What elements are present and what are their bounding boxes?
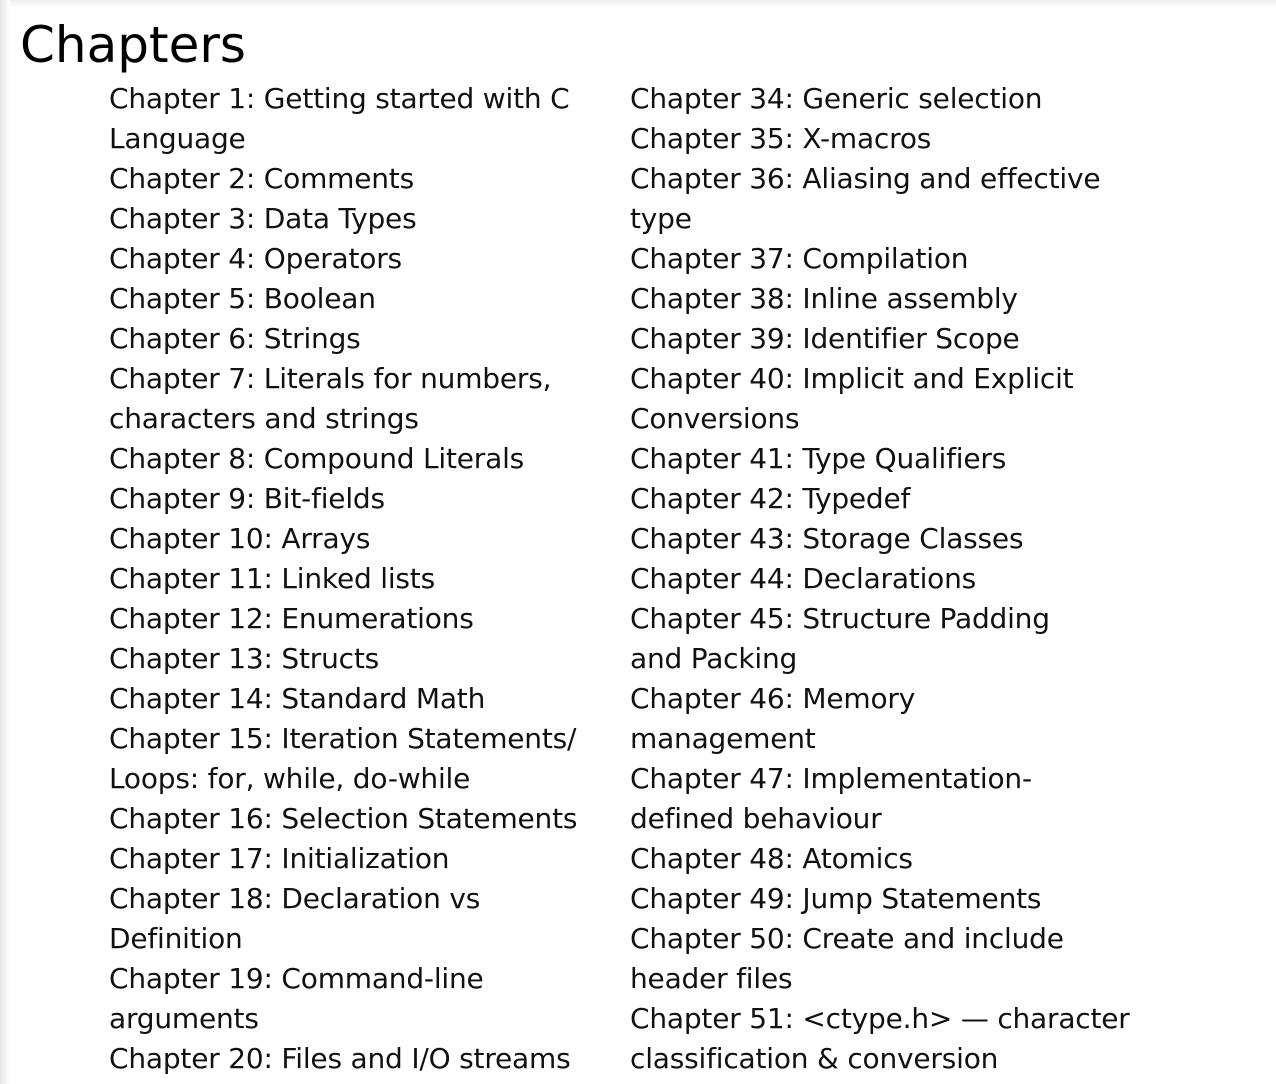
chapter-link[interactable]	[630, 79, 1150, 119]
chapter-link[interactable]	[109, 879, 609, 959]
chapter-link-text: Chapter 34: Generic selection	[630, 82, 1043, 115]
chapter-link[interactable]	[109, 519, 609, 559]
chapter-link-text: Chapter 16: Selection Statements	[109, 802, 578, 835]
chapter-link-text: Chapter 3: Data Types	[109, 202, 417, 235]
chapter-list-left	[109, 79, 609, 1079]
chapter-link[interactable]	[630, 919, 1150, 999]
chapter-link-text: Chapter 1: Getting started with C	[109, 82, 570, 115]
left-edge-shadow	[0, 0, 10, 1084]
chapter-link[interactable]	[109, 1039, 609, 1079]
chapter-link-text: Definition	[109, 922, 243, 955]
chapter-link[interactable]	[109, 719, 609, 799]
chapter-link-text: Chapter 41: Type Qualifiers	[630, 442, 1007, 475]
chapter-link-text: and Packing	[630, 642, 798, 675]
chapter-link[interactable]	[630, 359, 1150, 439]
chapter-link-text: Chapter 8: Compound Literals	[109, 442, 525, 475]
chapter-link[interactable]	[630, 599, 1150, 679]
chapter-link[interactable]	[109, 239, 609, 279]
chapter-link[interactable]	[109, 199, 609, 239]
chapter-link-text: Chapter 40: Implicit and Explicit	[630, 362, 1074, 395]
chapter-link-text: defined behaviour	[630, 802, 882, 835]
chapter-link-text: Chapter 5: Boolean	[109, 282, 376, 315]
chapter-link-text: characters and strings	[109, 402, 419, 435]
chapter-link-text: Conversions	[630, 402, 800, 435]
chapter-link[interactable]	[109, 439, 609, 479]
chapter-link-text: Chapter 51: <ctype.h> — character	[630, 1002, 1130, 1035]
chapter-link-text: type	[630, 202, 692, 235]
chapter-link[interactable]	[630, 759, 1150, 839]
chapter-link-text: Chapter 7: Literals for numbers,	[109, 362, 552, 395]
chapter-link-text: Chapter 11: Linked lists	[109, 562, 435, 595]
chapter-link-text: Chapter 36: Aliasing and effective	[630, 162, 1101, 195]
chapter-link[interactable]	[630, 319, 1150, 359]
chapter-link-text: arguments	[109, 1002, 259, 1035]
chapter-link[interactable]	[109, 479, 609, 519]
chapter-link[interactable]	[630, 879, 1150, 919]
chapter-link-text: Chapter 18: Declaration vs	[109, 882, 481, 915]
chapter-link-text: Chapter 10: Arrays	[109, 522, 371, 555]
chapter-link[interactable]	[630, 159, 1150, 239]
chapter-link-text: Chapter 37: Compilation	[630, 242, 969, 275]
chapter-link[interactable]	[630, 279, 1150, 319]
chapter-link-text: Chapter 2: Comments	[109, 162, 414, 195]
chapter-link[interactable]	[109, 679, 609, 719]
chapter-link-text: Chapter 6: Strings	[109, 322, 361, 355]
chapter-link-text: Chapter 35: X-macros	[630, 122, 932, 155]
chapter-link[interactable]	[630, 519, 1150, 559]
chapter-link[interactable]	[109, 799, 609, 839]
chapter-link[interactable]	[109, 79, 609, 159]
chapter-link-text: Loops: for, while, do-while	[109, 762, 471, 795]
chapter-link-text: Chapter 48: Atomics	[630, 842, 913, 875]
chapter-link-text: Chapter 17: Initialization	[109, 842, 450, 875]
chapter-link[interactable]	[109, 279, 609, 319]
chapter-link[interactable]	[630, 999, 1150, 1079]
chapter-link[interactable]	[109, 839, 609, 879]
chapter-link-text: header files	[630, 962, 793, 995]
chapter-link[interactable]	[630, 479, 1150, 519]
chapter-link[interactable]	[109, 959, 609, 1039]
chapter-list-right	[630, 79, 1150, 1079]
chapter-link-text: Chapter 46: Memory	[630, 682, 916, 715]
top-edge-shadow	[0, 0, 1276, 8]
chapter-link[interactable]	[109, 359, 609, 439]
chapter-link-text: Chapter 20: Files and I/O streams	[109, 1042, 571, 1075]
chapter-link-text: Chapter 9: Bit-fields	[109, 482, 385, 515]
chapter-link-text: Chapter 15: Iteration Statements/	[109, 722, 577, 755]
chapter-link-text: Chapter 44: Declarations	[630, 562, 977, 595]
chapter-link-text: Chapter 50: Create and include	[630, 922, 1064, 955]
chapter-link[interactable]	[630, 839, 1150, 879]
chapter-link-text: Chapter 12: Enumerations	[109, 602, 474, 635]
chapter-link[interactable]	[630, 679, 1150, 759]
chapter-link-text: Chapter 4: Operators	[109, 242, 402, 275]
chapter-link-text: Language	[109, 122, 246, 155]
chapter-link-text: Chapter 38: Inline assembly	[630, 282, 1018, 315]
chapter-link[interactable]	[109, 559, 609, 599]
chapter-link[interactable]	[630, 119, 1150, 159]
chapter-link-text: Chapter 43: Storage Classes	[630, 522, 1024, 555]
chapter-link[interactable]	[109, 639, 609, 679]
chapter-link-text: Chapter 49: Jump Statements	[630, 882, 1042, 915]
chapter-link-text: Chapter 47: Implementation-	[630, 762, 1032, 795]
chapter-link-text: classification & conversion	[630, 1042, 999, 1075]
chapter-link-text: Chapter 13: Structs	[109, 642, 379, 675]
chapter-link-text: management	[630, 722, 816, 755]
page-title: Chapters	[20, 16, 246, 74]
chapter-link-text: Chapter 42: Typedef	[630, 482, 911, 515]
chapter-link[interactable]	[109, 159, 609, 199]
chapter-link-text: Chapter 14: Standard Math	[109, 682, 486, 715]
chapter-link[interactable]	[630, 559, 1150, 599]
chapter-link[interactable]	[630, 439, 1150, 479]
chapter-link[interactable]	[630, 239, 1150, 279]
chapter-link[interactable]	[109, 319, 609, 359]
chapter-link[interactable]	[109, 599, 609, 639]
chapter-link-text: Chapter 19: Command-line	[109, 962, 484, 995]
chapter-link-text: Chapter 39: Identifier Scope	[630, 322, 1020, 355]
chapter-link-text: Chapter 45: Structure Padding	[630, 602, 1050, 635]
